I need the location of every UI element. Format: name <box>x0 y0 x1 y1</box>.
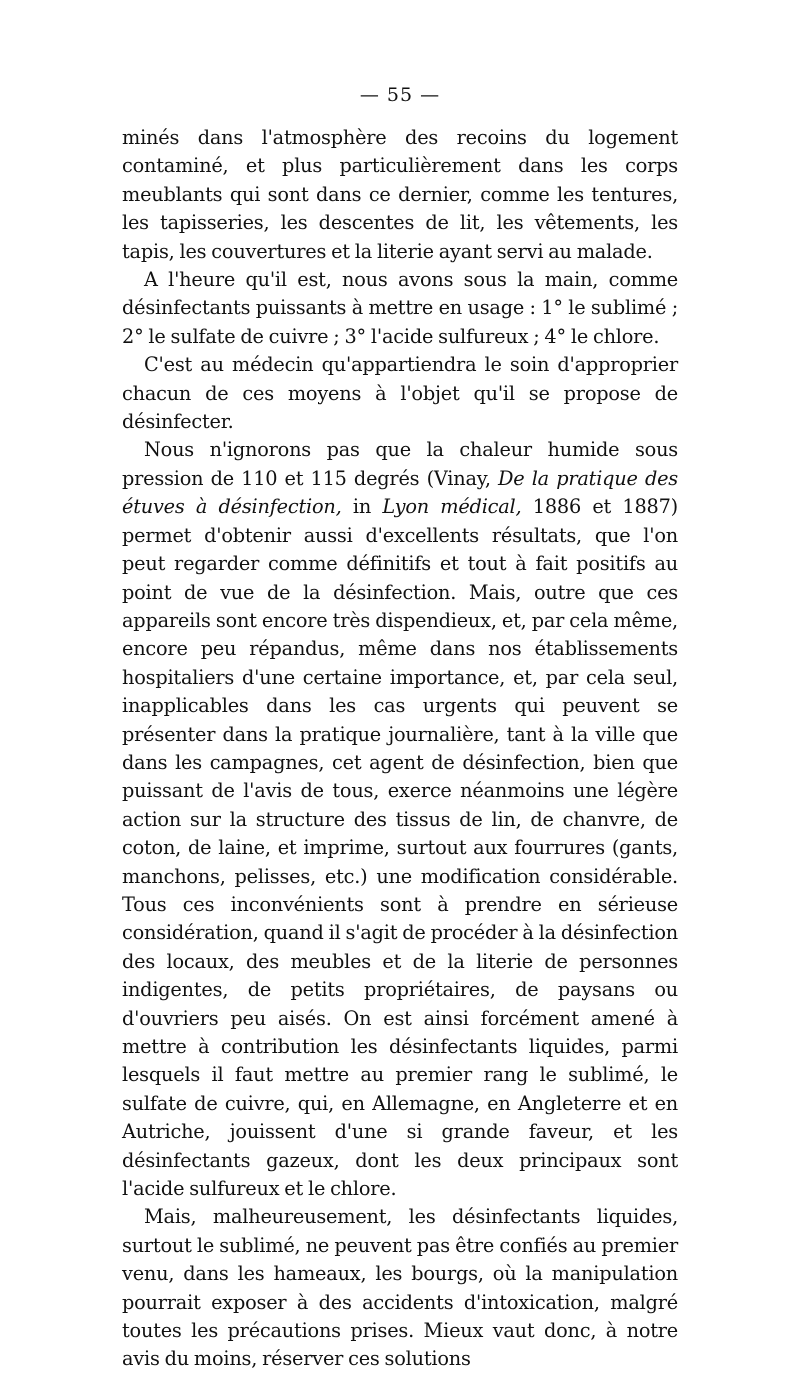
paragraph-3: C'est au médecin qu'appartiendra le soin d'approprier chacun de ces moyens à l'objet qu'il se propose de désinfecter. <box>122 353 678 434</box>
page-number: — 55 — <box>359 84 441 106</box>
paragraph-2: A l'heure qu'il est, nous avons sous la main, comme désinfectants puissants à mettre en usage : 1° le sublimé ; 2° le sulfate de cuivre ; 3° l'acide sulfureux ; 4° le chlore. <box>122 268 678 348</box>
paragraph-1: minés dans l'atmosphère des recoins du logement contaminé, et plus particulièrement dans les corps meublants qui sont dans ce dernier, comme les tentures, les tapisseries, les descentes de lit, les vêtements, les tapis, les couvertures et la literie ayant servi au malade. <box>122 126 678 263</box>
paragraph-4 <box>122 436 678 1203</box>
paragraph-4-before: Nous n'ignorons pas que la chaleur humide sous pression de 110 et 115 degrés (Vinay, <box>122 438 678 490</box>
paragraph-4-after: 1886 et 1887) permet d'obtenir aussi d'excellents résultats, que l'on peut regarder comme définitifs et tout à fait positifs au point de vue de la désinfection. Mais, outre que ces appareils sont encore très dispendieux, et, par cela même, encore peu répandus, même dans nos établissements hospitaliers d'une certaine importance, et, par cela seul, inapplicables dans les cas urgents qui peuvent se présenter dans la pratique journalière, tant à la ville que dans les campagnes, cet agent de désinfection, bien que puissant de l'avis de tous, exerce néanmoins une légère action sur la structure des tissus de lin, de chanvre, de coton, de laine, et imprime, surtout aux fourrures (gants, manchons, pelisses, etc.) une modification considérable. Tous ces inconvénients sont à prendre en sérieuse considération, quand il s'agit de procéder à la désinfection des locaux, des meubles et de la literie de personnes indigentes, de petits propriétaires, de paysans ou d'ouvriers peu aisés. On est ainsi forcément amené à mettre à contribution les désinfectants liquides, parmi lesquels il faut mettre au premier rang le sublimé, le sulfate de cuivre, qui, en Allemagne, en Angleterre et en Autriche, jouissent d'une si grande faveur, et les désinfectants gazeux, dont les deux principaux sont l'acide sulfureux et le chlore. <box>122 495 678 1201</box>
citation-title: De la pratique des étuves à désinfection, <box>122 466 678 519</box>
citation-journal: Lyon médical, <box>382 495 522 519</box>
paragraph-5: Mais, malheureusement, les désinfectants liquides, surtout le sublimé, ne peuvent pas être confiés au premier venu, dans les hameaux, les bourgs, où la manipulation pourrait exposer à des accidents d'intoxication, malgré toutes les précautions prises. Mieux vaut donc, à notre avis du moins, réserver ces solutions <box>122 1205 678 1371</box>
paragraph-4-middle: in <box>341 495 383 519</box>
body-text <box>122 124 678 1374</box>
book-page <box>122 84 678 1374</box>
